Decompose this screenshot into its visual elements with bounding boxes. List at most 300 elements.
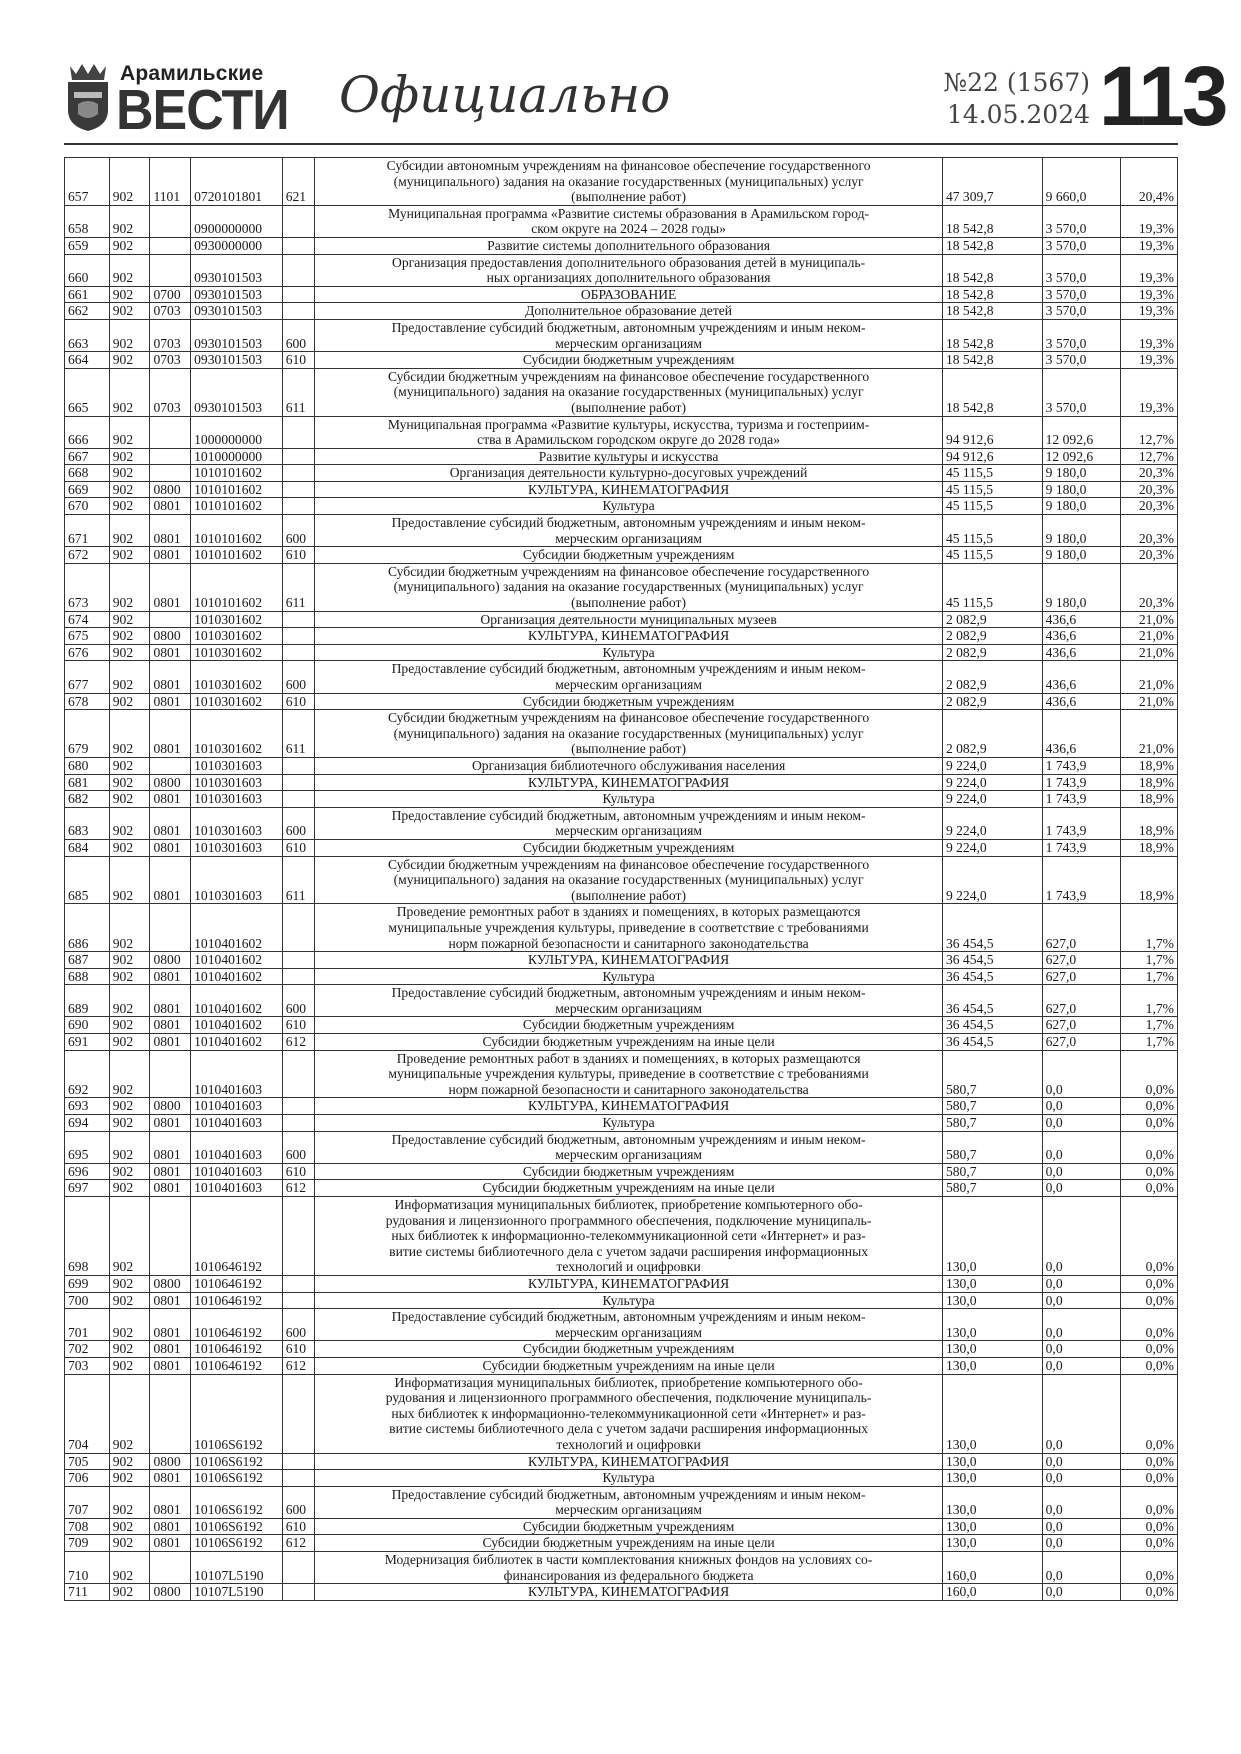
expense-type-code bbox=[282, 1275, 315, 1292]
row-number: 677 bbox=[65, 661, 110, 693]
row-description: Культура bbox=[315, 968, 943, 985]
row-number: 695 bbox=[65, 1131, 110, 1163]
table-row bbox=[65, 1292, 1178, 1309]
header-rule bbox=[64, 143, 1178, 145]
planned-amount: 36 454,5 bbox=[942, 952, 1042, 969]
row-number: 702 bbox=[65, 1341, 110, 1358]
admin-code: 902 bbox=[109, 1309, 150, 1341]
target-code: 10106S6192 bbox=[191, 1486, 283, 1518]
admin-code: 902 bbox=[109, 1292, 150, 1309]
section-code: 0801 bbox=[150, 661, 191, 693]
execution-percent: 19,3% bbox=[1120, 368, 1177, 416]
planned-amount: 580,7 bbox=[942, 1163, 1042, 1180]
expense-type-code: 610 bbox=[282, 839, 315, 856]
section-code: 0801 bbox=[150, 1309, 191, 1341]
section-code: 0801 bbox=[150, 1017, 191, 1034]
admin-code: 902 bbox=[109, 807, 150, 839]
row-number: 683 bbox=[65, 807, 110, 839]
planned-amount: 9 224,0 bbox=[942, 791, 1042, 808]
row-description: Организация деятельности муниципальных музеев bbox=[315, 611, 943, 628]
publication-name-main: ВЕСТИ bbox=[116, 79, 289, 142]
target-code: 10106S6192 bbox=[191, 1470, 283, 1487]
table-row bbox=[65, 1374, 1178, 1453]
admin-code: 902 bbox=[109, 1098, 150, 1115]
planned-amount: 45 115,5 bbox=[942, 515, 1042, 547]
execution-percent: 21,0% bbox=[1120, 693, 1177, 710]
section-code bbox=[150, 611, 191, 628]
expense-type-code: 600 bbox=[282, 807, 315, 839]
target-code: 1010401603 bbox=[191, 1163, 283, 1180]
row-number: 679 bbox=[65, 710, 110, 758]
table-row bbox=[65, 1131, 1178, 1163]
row-description: КУЛЬТУРА, КИНЕМАТОГРАФИЯ bbox=[315, 628, 943, 645]
executed-amount: 0,0 bbox=[1042, 1180, 1120, 1197]
expense-type-code bbox=[282, 205, 315, 237]
admin-code: 902 bbox=[109, 303, 150, 320]
table-row bbox=[65, 1518, 1178, 1535]
row-description: Организация предоставления дополнительного образования детей в муниципаль- ных организациях дополнительного образования bbox=[315, 254, 943, 286]
admin-code: 902 bbox=[109, 904, 150, 952]
row-description: Субсидии бюджетным учреждениям bbox=[315, 1518, 943, 1535]
target-code: 1010101602 bbox=[191, 465, 283, 482]
section-code: 0800 bbox=[150, 1275, 191, 1292]
section-code: 0801 bbox=[150, 856, 191, 904]
table-row bbox=[65, 661, 1178, 693]
target-code: 1010301602 bbox=[191, 611, 283, 628]
executed-amount: 0,0 bbox=[1042, 1470, 1120, 1487]
section-code bbox=[150, 1552, 191, 1584]
row-number: 704 bbox=[65, 1374, 110, 1453]
executed-amount: 0,0 bbox=[1042, 1584, 1120, 1601]
execution-percent: 1,7% bbox=[1120, 952, 1177, 969]
row-number: 670 bbox=[65, 498, 110, 515]
table-row bbox=[65, 807, 1178, 839]
row-number: 698 bbox=[65, 1197, 110, 1276]
target-code: 1010301602 bbox=[191, 710, 283, 758]
row-number: 658 bbox=[65, 205, 110, 237]
row-description: Культура bbox=[315, 1292, 943, 1309]
table-row bbox=[65, 481, 1178, 498]
row-description: КУЛЬТУРА, КИНЕМАТОГРАФИЯ bbox=[315, 952, 943, 969]
expense-type-code bbox=[282, 1453, 315, 1470]
target-code: 1010301603 bbox=[191, 774, 283, 791]
planned-amount: 580,7 bbox=[942, 1180, 1042, 1197]
table-row bbox=[65, 352, 1178, 369]
target-code: 1010101602 bbox=[191, 563, 283, 611]
executed-amount: 436,6 bbox=[1042, 628, 1120, 645]
executed-amount: 1 743,9 bbox=[1042, 757, 1120, 774]
row-description: Культура bbox=[315, 1470, 943, 1487]
row-description: Развитие культуры и искусства bbox=[315, 448, 943, 465]
row-number: 705 bbox=[65, 1453, 110, 1470]
target-code: 0930101503 bbox=[191, 352, 283, 369]
table-row bbox=[65, 952, 1178, 969]
row-description: ОБРАЗОВАНИЕ bbox=[315, 286, 943, 303]
admin-code: 902 bbox=[109, 1584, 150, 1601]
section-code: 0801 bbox=[150, 807, 191, 839]
section-code: 0801 bbox=[150, 968, 191, 985]
target-code: 1010646192 bbox=[191, 1275, 283, 1292]
executed-amount: 3 570,0 bbox=[1042, 254, 1120, 286]
table-row bbox=[65, 710, 1178, 758]
row-description: Субсидии бюджетным учреждениям на финансовое обеспечение государственного (муниципального) задания на оказание государственных (муниципальных) услуг (выполнение работ) bbox=[315, 710, 943, 758]
executed-amount: 0,0 bbox=[1042, 1374, 1120, 1453]
section-code bbox=[150, 254, 191, 286]
planned-amount: 36 454,5 bbox=[942, 904, 1042, 952]
table-row bbox=[65, 303, 1178, 320]
table-row bbox=[65, 465, 1178, 482]
expense-type-code: 600 bbox=[282, 985, 315, 1017]
target-code: 10106S6192 bbox=[191, 1518, 283, 1535]
row-description: Субсидии бюджетным учреждениям на финансовое обеспечение государственного (муниципального) задания на оказание государственных (муниципальных) услуг (выполнение работ) bbox=[315, 368, 943, 416]
row-number: 676 bbox=[65, 644, 110, 661]
admin-code: 902 bbox=[109, 791, 150, 808]
row-description: Модернизация библиотек в части комплектования книжных фондов на условиях со- финансирования из федерального бюджета bbox=[315, 1552, 943, 1584]
row-description: КУЛЬТУРА, КИНЕМАТОГРАФИЯ bbox=[315, 1275, 943, 1292]
row-description: Дополнительное образование детей bbox=[315, 303, 943, 320]
admin-code: 902 bbox=[109, 1163, 150, 1180]
planned-amount: 9 224,0 bbox=[942, 774, 1042, 791]
row-description: Субсидии бюджетным учреждениям на иные цели bbox=[315, 1357, 943, 1374]
target-code: 1010401602 bbox=[191, 985, 283, 1017]
section-code: 1101 bbox=[150, 158, 191, 206]
expense-type-code: 610 bbox=[282, 1017, 315, 1034]
execution-percent: 20,4% bbox=[1120, 158, 1177, 206]
planned-amount: 94 912,6 bbox=[942, 416, 1042, 448]
table-row bbox=[65, 205, 1178, 237]
execution-percent: 20,3% bbox=[1120, 498, 1177, 515]
execution-percent: 1,7% bbox=[1120, 1017, 1177, 1034]
execution-percent: 0,0% bbox=[1120, 1584, 1177, 1601]
expense-type-code bbox=[282, 481, 315, 498]
table-row bbox=[65, 563, 1178, 611]
section-code bbox=[150, 757, 191, 774]
execution-percent: 18,9% bbox=[1120, 839, 1177, 856]
row-description: Субсидии автономным учреждениям на финансовое обеспечение государственного (муниципального) задания на оказание государственных (муниципальных) услуг (выполнение работ) bbox=[315, 158, 943, 206]
row-number: 706 bbox=[65, 1470, 110, 1487]
row-number: 666 bbox=[65, 416, 110, 448]
row-description: Предоставление субсидий бюджетным, автономным учреждениям и иным неком- мерческим организациям bbox=[315, 1486, 943, 1518]
target-code: 1010401602 bbox=[191, 1034, 283, 1051]
execution-percent: 1,7% bbox=[1120, 985, 1177, 1017]
executed-amount: 436,6 bbox=[1042, 710, 1120, 758]
admin-code: 902 bbox=[109, 158, 150, 206]
row-description: Культура bbox=[315, 498, 943, 515]
admin-code: 902 bbox=[109, 1552, 150, 1584]
executed-amount: 1 743,9 bbox=[1042, 774, 1120, 791]
row-description: Информатизация муниципальных библиотек, приобретение компьютерного обо- рудования и лицензионного программного обеспечения, подключение муниципаль- ных библиотек к информационно-телекоммуникационной сети «Интернет» и раз- витие системы библиотечного дела с учетом задачи расширения информационных технологий и оцифровки bbox=[315, 1374, 943, 1453]
table-row bbox=[65, 904, 1178, 952]
expense-type-code bbox=[282, 1050, 315, 1098]
executed-amount: 9 180,0 bbox=[1042, 498, 1120, 515]
target-code: 0720101801 bbox=[191, 158, 283, 206]
expense-type-code bbox=[282, 628, 315, 645]
row-number: 686 bbox=[65, 904, 110, 952]
section-code: 0800 bbox=[150, 774, 191, 791]
target-code: 0930101503 bbox=[191, 319, 283, 351]
admin-code: 902 bbox=[109, 286, 150, 303]
admin-code: 902 bbox=[109, 710, 150, 758]
target-code: 0930101503 bbox=[191, 303, 283, 320]
executed-amount: 627,0 bbox=[1042, 952, 1120, 969]
planned-amount: 580,7 bbox=[942, 1098, 1042, 1115]
publication-name-top: Арамильские bbox=[120, 62, 264, 85]
admin-code: 902 bbox=[109, 1341, 150, 1358]
expense-type-code bbox=[282, 1197, 315, 1276]
target-code: 1010401602 bbox=[191, 952, 283, 969]
admin-code: 902 bbox=[109, 563, 150, 611]
expense-type-code bbox=[282, 237, 315, 254]
execution-percent: 12,7% bbox=[1120, 416, 1177, 448]
row-description: Субсидии бюджетным учреждениям на финансовое обеспечение государственного (муниципального) задания на оказание государственных (муниципальных) услуг (выполнение работ) bbox=[315, 563, 943, 611]
expense-type-code: 610 bbox=[282, 1518, 315, 1535]
target-code: 1010301603 bbox=[191, 856, 283, 904]
section-code: 0703 bbox=[150, 368, 191, 416]
expense-type-code bbox=[282, 1292, 315, 1309]
section-code: 0801 bbox=[150, 710, 191, 758]
expense-type-code: 600 bbox=[282, 1486, 315, 1518]
admin-code: 902 bbox=[109, 661, 150, 693]
row-number: 665 bbox=[65, 368, 110, 416]
expense-type-code: 600 bbox=[282, 515, 315, 547]
target-code: 1010646192 bbox=[191, 1341, 283, 1358]
execution-percent: 19,3% bbox=[1120, 352, 1177, 369]
table-row bbox=[65, 628, 1178, 645]
row-number: 696 bbox=[65, 1163, 110, 1180]
execution-percent: 0,0% bbox=[1120, 1292, 1177, 1309]
execution-percent: 21,0% bbox=[1120, 611, 1177, 628]
admin-code: 902 bbox=[109, 985, 150, 1017]
expense-type-code: 610 bbox=[282, 547, 315, 564]
execution-percent: 20,3% bbox=[1120, 563, 1177, 611]
section-title: Официально bbox=[339, 66, 671, 124]
table-row bbox=[65, 254, 1178, 286]
admin-code: 902 bbox=[109, 1470, 150, 1487]
expense-type-code: 610 bbox=[282, 1163, 315, 1180]
table-row bbox=[65, 985, 1178, 1017]
row-number: 671 bbox=[65, 515, 110, 547]
row-description: Субсидии бюджетным учреждениям на иные цели bbox=[315, 1180, 943, 1197]
execution-percent: 0,0% bbox=[1120, 1341, 1177, 1358]
target-code: 1010301603 bbox=[191, 757, 283, 774]
executed-amount: 3 570,0 bbox=[1042, 352, 1120, 369]
executed-amount: 0,0 bbox=[1042, 1050, 1120, 1098]
issue-date: 14.05.2024 bbox=[946, 100, 1090, 129]
table-row bbox=[65, 1341, 1178, 1358]
planned-amount: 45 115,5 bbox=[942, 465, 1042, 482]
table-row bbox=[65, 791, 1178, 808]
executed-amount: 0,0 bbox=[1042, 1518, 1120, 1535]
table-row bbox=[65, 1275, 1178, 1292]
planned-amount: 45 115,5 bbox=[942, 547, 1042, 564]
section-code: 0801 bbox=[150, 1180, 191, 1197]
table-row bbox=[65, 237, 1178, 254]
execution-percent: 0,0% bbox=[1120, 1374, 1177, 1453]
planned-amount: 130,0 bbox=[942, 1535, 1042, 1552]
row-description: КУЛЬТУРА, КИНЕМАТОГРАФИЯ bbox=[315, 481, 943, 498]
expense-type-code: 611 bbox=[282, 368, 315, 416]
planned-amount: 18 542,8 bbox=[942, 286, 1042, 303]
section-code: 0801 bbox=[150, 1341, 191, 1358]
row-description: Субсидии бюджетным учреждениям на иные цели bbox=[315, 1034, 943, 1051]
executed-amount: 9 180,0 bbox=[1042, 465, 1120, 482]
planned-amount: 45 115,5 bbox=[942, 481, 1042, 498]
row-number: 709 bbox=[65, 1535, 110, 1552]
admin-code: 902 bbox=[109, 1050, 150, 1098]
row-number: 674 bbox=[65, 611, 110, 628]
admin-code: 902 bbox=[109, 1197, 150, 1276]
row-description: Муниципальная программа «Развитие системы образования в Арамильском город- ском округе на 2024 – 2028 годы» bbox=[315, 205, 943, 237]
target-code: 1010101602 bbox=[191, 498, 283, 515]
expense-type-code bbox=[282, 757, 315, 774]
executed-amount: 0,0 bbox=[1042, 1163, 1120, 1180]
row-number: 684 bbox=[65, 839, 110, 856]
expense-type-code bbox=[282, 416, 315, 448]
admin-code: 902 bbox=[109, 481, 150, 498]
planned-amount: 18 542,8 bbox=[942, 319, 1042, 351]
planned-amount: 160,0 bbox=[942, 1552, 1042, 1584]
table-row bbox=[65, 1163, 1178, 1180]
admin-code: 902 bbox=[109, 319, 150, 351]
planned-amount: 18 542,8 bbox=[942, 237, 1042, 254]
row-number: 701 bbox=[65, 1309, 110, 1341]
admin-code: 902 bbox=[109, 368, 150, 416]
table-row bbox=[65, 1309, 1178, 1341]
admin-code: 902 bbox=[109, 547, 150, 564]
planned-amount: 2 082,9 bbox=[942, 710, 1042, 758]
execution-percent: 0,0% bbox=[1120, 1098, 1177, 1115]
target-code: 10106S6192 bbox=[191, 1535, 283, 1552]
execution-percent: 0,0% bbox=[1120, 1309, 1177, 1341]
table-row bbox=[65, 693, 1178, 710]
expense-type-code bbox=[282, 465, 315, 482]
executed-amount: 3 570,0 bbox=[1042, 205, 1120, 237]
target-code: 1010401603 bbox=[191, 1131, 283, 1163]
execution-percent: 0,0% bbox=[1120, 1470, 1177, 1487]
executed-amount: 0,0 bbox=[1042, 1453, 1120, 1470]
table-row bbox=[65, 839, 1178, 856]
expense-type-code: 600 bbox=[282, 319, 315, 351]
row-description: Организация библиотечного обслуживания населения bbox=[315, 757, 943, 774]
expense-type-code: 600 bbox=[282, 661, 315, 693]
section-code: 0800 bbox=[150, 1584, 191, 1601]
row-description: Предоставление субсидий бюджетным, автономным учреждениям и иным неком- мерческим организациям bbox=[315, 515, 943, 547]
expense-type-code bbox=[282, 968, 315, 985]
section-code: 0800 bbox=[150, 481, 191, 498]
execution-percent: 21,0% bbox=[1120, 628, 1177, 645]
execution-percent: 20,3% bbox=[1120, 465, 1177, 482]
executed-amount: 1 743,9 bbox=[1042, 856, 1120, 904]
target-code: 1010646192 bbox=[191, 1292, 283, 1309]
admin-code: 902 bbox=[109, 611, 150, 628]
row-number: 711 bbox=[65, 1584, 110, 1601]
section-code: 0801 bbox=[150, 1163, 191, 1180]
row-number: 690 bbox=[65, 1017, 110, 1034]
row-description: Субсидии бюджетным учреждениям bbox=[315, 693, 943, 710]
row-number: 660 bbox=[65, 254, 110, 286]
execution-percent: 0,0% bbox=[1120, 1535, 1177, 1552]
planned-amount: 130,0 bbox=[942, 1197, 1042, 1276]
row-description: Муниципальная программа «Развитие культуры, искусства, туризма и гостеприим- ства в Арамильском городском округе до 2028 года» bbox=[315, 416, 943, 448]
executed-amount: 0,0 bbox=[1042, 1131, 1120, 1163]
target-code: 1010401602 bbox=[191, 1017, 283, 1034]
target-code: 1010646192 bbox=[191, 1197, 283, 1276]
row-description: Культура bbox=[315, 1115, 943, 1132]
row-number: 691 bbox=[65, 1034, 110, 1051]
admin-code: 902 bbox=[109, 1034, 150, 1051]
admin-code: 902 bbox=[109, 1131, 150, 1163]
execution-percent: 0,0% bbox=[1120, 1357, 1177, 1374]
planned-amount: 130,0 bbox=[942, 1357, 1042, 1374]
row-number: 685 bbox=[65, 856, 110, 904]
expense-type-code: 600 bbox=[282, 1131, 315, 1163]
admin-code: 902 bbox=[109, 839, 150, 856]
row-description: Предоставление субсидий бюджетным, автономным учреждениям и иным неком- мерческим организациям bbox=[315, 661, 943, 693]
admin-code: 902 bbox=[109, 416, 150, 448]
section-code bbox=[150, 1197, 191, 1276]
row-description: Субсидии бюджетным учреждениям на финансовое обеспечение государственного (муниципального) задания на оказание государственных (муниципальных) услуг (выполнение работ) bbox=[315, 856, 943, 904]
executed-amount: 0,0 bbox=[1042, 1357, 1120, 1374]
planned-amount: 18 542,8 bbox=[942, 205, 1042, 237]
executed-amount: 627,0 bbox=[1042, 904, 1120, 952]
executed-amount: 3 570,0 bbox=[1042, 237, 1120, 254]
planned-amount: 130,0 bbox=[942, 1453, 1042, 1470]
execution-percent: 0,0% bbox=[1120, 1275, 1177, 1292]
table-row bbox=[65, 1357, 1178, 1374]
admin-code: 902 bbox=[109, 205, 150, 237]
row-description: КУЛЬТУРА, КИНЕМАТОГРАФИЯ bbox=[315, 1584, 943, 1601]
section-code: 0801 bbox=[150, 985, 191, 1017]
table-row bbox=[65, 1098, 1178, 1115]
expense-type-code bbox=[282, 791, 315, 808]
planned-amount: 130,0 bbox=[942, 1374, 1042, 1453]
row-description: Культура bbox=[315, 791, 943, 808]
target-code: 0930101503 bbox=[191, 368, 283, 416]
row-number: 667 bbox=[65, 448, 110, 465]
executed-amount: 0,0 bbox=[1042, 1275, 1120, 1292]
planned-amount: 94 912,6 bbox=[942, 448, 1042, 465]
execution-percent: 1,7% bbox=[1120, 904, 1177, 952]
admin-code: 902 bbox=[109, 448, 150, 465]
executed-amount: 9 180,0 bbox=[1042, 547, 1120, 564]
execution-percent: 20,3% bbox=[1120, 547, 1177, 564]
planned-amount: 580,7 bbox=[942, 1131, 1042, 1163]
row-description: КУЛЬТУРА, КИНЕМАТОГРАФИЯ bbox=[315, 1453, 943, 1470]
planned-amount: 580,7 bbox=[942, 1115, 1042, 1132]
admin-code: 902 bbox=[109, 968, 150, 985]
section-code: 0801 bbox=[150, 563, 191, 611]
row-description: Субсидии бюджетным учреждениям bbox=[315, 1163, 943, 1180]
target-code: 1010401603 bbox=[191, 1098, 283, 1115]
expense-type-code bbox=[282, 644, 315, 661]
page-number: 113 bbox=[1099, 49, 1226, 143]
row-description: Предоставление субсидий бюджетным, автономным учреждениям и иным неком- мерческим организациям bbox=[315, 985, 943, 1017]
row-number: 681 bbox=[65, 774, 110, 791]
execution-percent: 0,0% bbox=[1120, 1518, 1177, 1535]
execution-percent: 0,0% bbox=[1120, 1115, 1177, 1132]
planned-amount: 47 309,7 bbox=[942, 158, 1042, 206]
execution-percent: 19,3% bbox=[1120, 254, 1177, 286]
execution-percent: 18,9% bbox=[1120, 774, 1177, 791]
planned-amount: 130,0 bbox=[942, 1470, 1042, 1487]
row-number: 675 bbox=[65, 628, 110, 645]
section-code: 0801 bbox=[150, 498, 191, 515]
table-row bbox=[65, 1486, 1178, 1518]
planned-amount: 130,0 bbox=[942, 1341, 1042, 1358]
section-code bbox=[150, 465, 191, 482]
row-number: 680 bbox=[65, 757, 110, 774]
expense-type-code bbox=[282, 1115, 315, 1132]
